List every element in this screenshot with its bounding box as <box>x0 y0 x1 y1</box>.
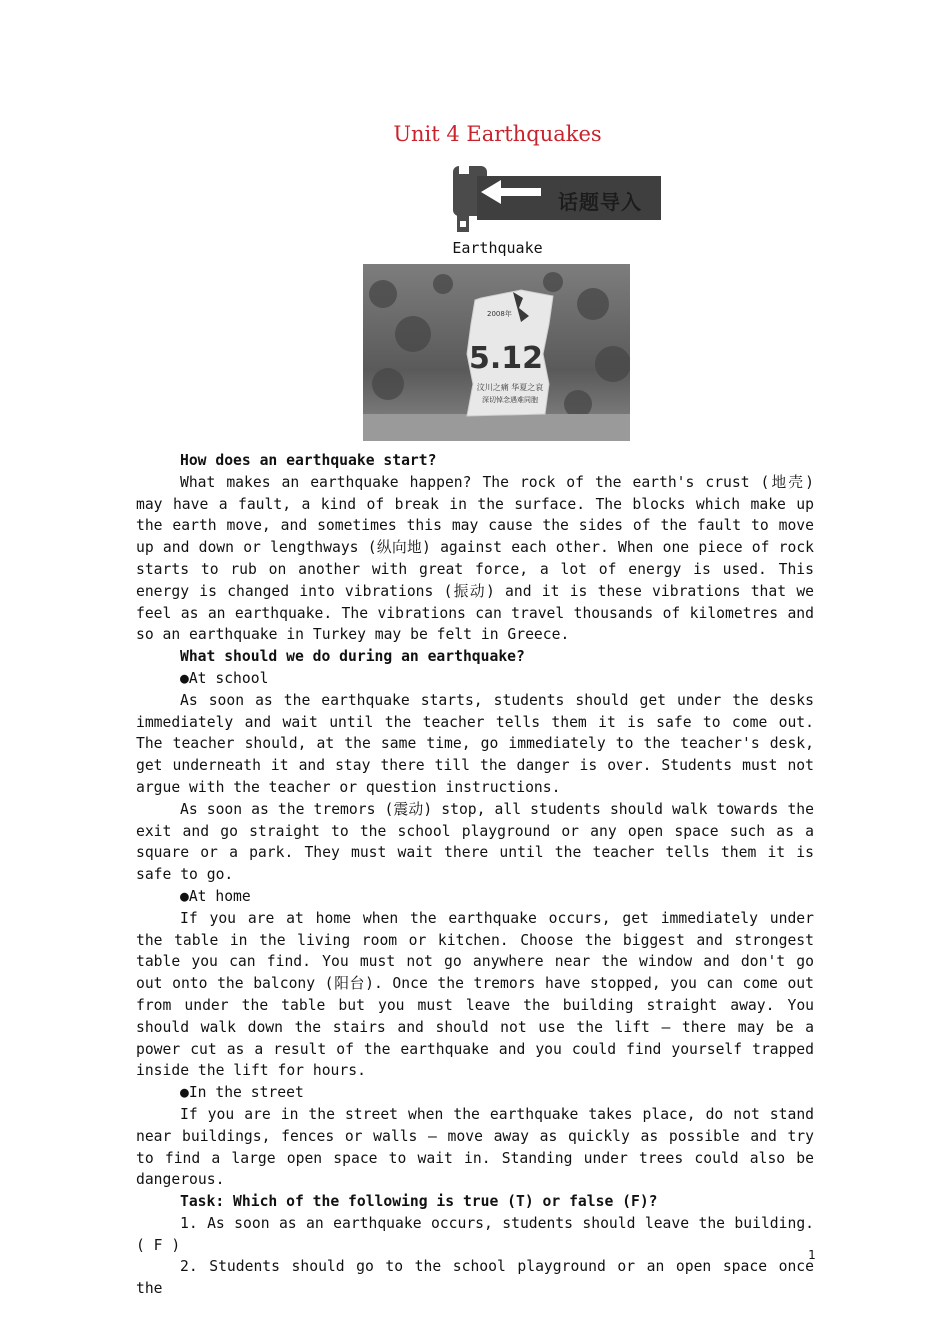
paragraph-school-2: As soon as the tremors (震动) stop, all students should walk towards the exit and go straight to the school playground or any open space such as a square or a park. They must wait there until the teacher tells them it is safe to go. <box>136 800 814 884</box>
paragraph-street: If you are in the street when the earthquake takes place, do not stand near buildings, fences or walls — move away as quickly as possible and try to find a large open space to wait in. Standing under trees could also be dangerous. <box>136 1105 814 1189</box>
question-heading-2: What should we do during an earthquake? <box>180 648 525 666</box>
heading-at-school: ●At school <box>180 669 269 687</box>
heading-at-home: ●At home <box>180 887 251 905</box>
paragraph-home: If you are at home when the earthquake occurs, get immediately under the table in the living room or kitchen. Choose the biggest and strongest table you can find. You must not go anywhere near the window and don't go out onto the balcony (阳台). Once the tremors have stopped, you can come out from under the table but you must leave the building straight away. You should walk down the stairs and should not use the lift — there may be a power cut as a result of the earthquake and you could find yourself trapped inside the lift for hours. <box>136 909 814 1080</box>
task-item-1: 1. As soon as an earthquake occurs, students should leave the building.( F ) <box>136 1214 814 1254</box>
photo-caption-line2: 深切悼念遇难同胞 <box>482 396 538 404</box>
earthquake-memorial-photo <box>363 264 630 441</box>
article-body <box>136 450 814 1300</box>
banner-label: 话题导入 <box>558 190 642 214</box>
task-heading: Task: Which of the following is true (T) or false (F)? <box>180 1193 658 1211</box>
photo-date-text: 5.12 <box>468 341 544 376</box>
page-number: 1 <box>808 1248 816 1262</box>
section-subtitle: Earthquake <box>452 239 543 257</box>
paragraph-cause: What makes an earthquake happen? The rock of the earth's crust (地壳) may have a fault, a kind of break in the surface. The blocks which make up the earth move, and sometimes this may cause the sides of the fault to move up and down or lengthways (纵向地) against each other. When one piece of rock starts to rub on another with great force, a lot of energy is used. This energy is changed into vibrations (振动) and it is these vibrations that we feel as an earthquake. The vibrations can travel thousands of kilometres and so an earthquake in Turkey may be felt in Greece. <box>136 473 814 644</box>
task-item-2: 2. Students should go to the school playground or an open space once the <box>136 1258 814 1298</box>
photo-small-text: 2008年 <box>487 310 512 318</box>
photo-caption-line1: 汶川之痛 华夏之哀 <box>476 383 544 392</box>
question-heading-1: How does an earthquake start? <box>180 452 437 469</box>
page-title: Unit 4 Earthquakes <box>393 122 602 146</box>
paragraph-school-1: As soon as the earthquake starts, students should get under the desks immediately and wait until the teacher tells them it is safe to come out. The teacher should, at the same time, go immediately to the teacher's desk, get underneath it and stay there till the danger is over. Students must not argue with the teacher or question instructions. <box>136 691 814 796</box>
heading-in-street: ●In the street <box>180 1084 304 1102</box>
